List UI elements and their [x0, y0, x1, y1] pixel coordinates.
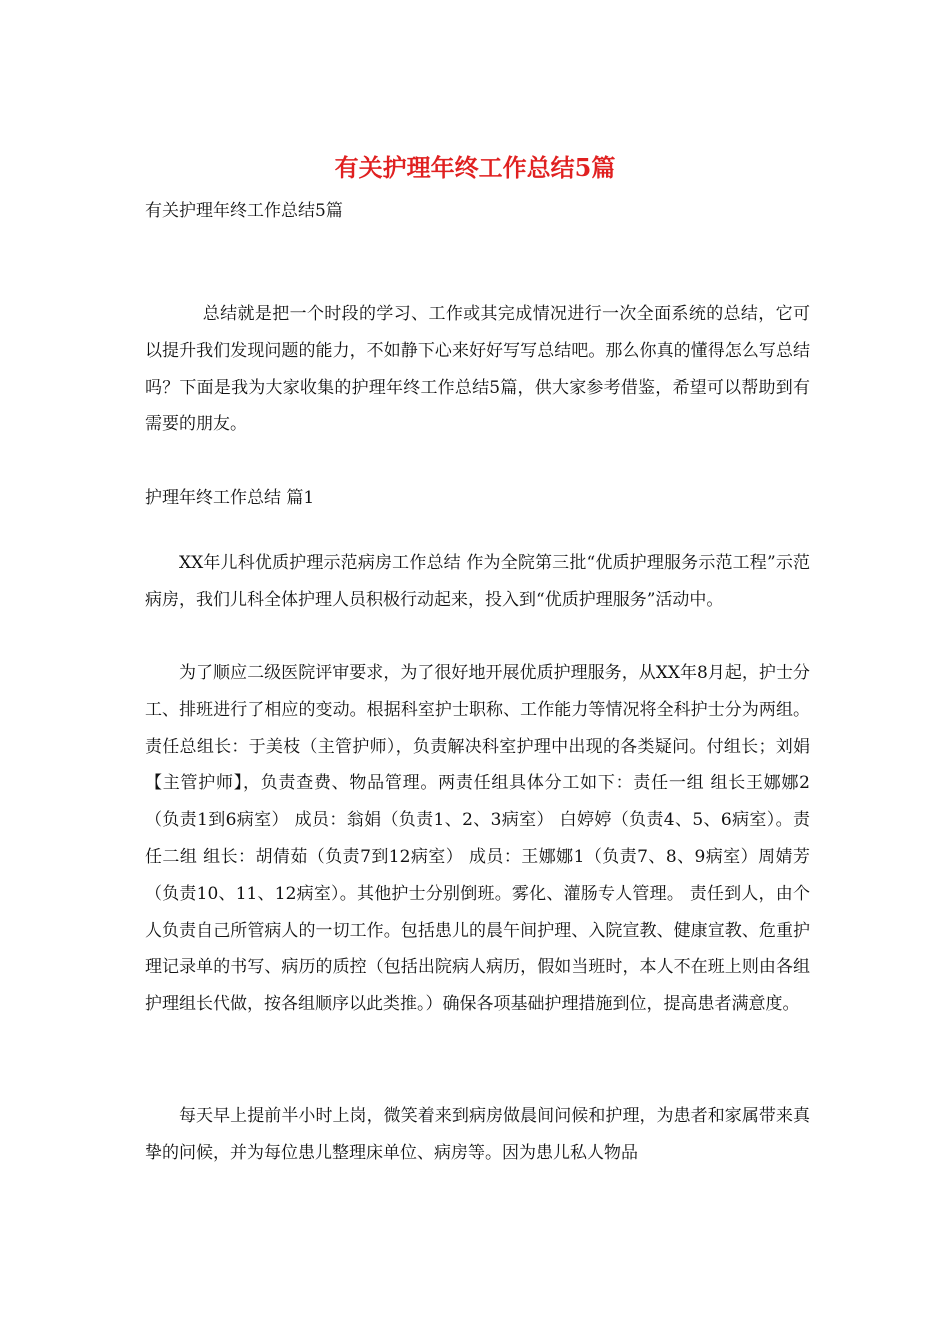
body-paragraph-1: XX年儿科优质护理示范病房工作总结 作为全院第三批“优质护理服务示范工程”示范病房，我们儿科全体护理人员积极行动起来，投入到“优质护理服务”活动中。: [145, 553, 810, 610]
document-subtitle: 有关护理年终工作总结5篇: [145, 201, 343, 221]
body-paragraph-2: 为了顺应二级医院评审要求，为了很好地开展优质护理服务，从XX年8月起，护士分工、排班进行了相应的变动。根据科室护士职称、工作能力等情况将全科护士分为两组。责任总组长：于美枝（主管护师），负责解决科室护理中出现的各类疑问。付组长；刘娟【主管护师】，负责查费、物品管理。两责任组具体分工如下：责任一组 组长王娜娜2（负责1到6病室） 成员：翁娟（负责1、2、3病室） 白婷婷（负责4、5、6病室）。责任二组 组长：胡倩茹（负责7到12病室） 成员：王娜娜1（负责7、8、9病室）周婧芳（负责10、11、12病室）。其他护士分别倒班。雾化、灌肠专人管理。 责任到人，由个人负责自己所管病人的一切工作。包括患儿的晨午间护理、入院宣教、健康宣教、危重护理记录单的书写、病历的质控（包括出院病人病历，假如当班时，本人不在班上则由各组护理组长代做，按各组顺序以此类推。）确保各项基础护理措施到位，提高患者满意度。: [145, 663, 810, 1015]
document-title: 有关护理年终工作总结5篇: [334, 153, 616, 182]
section-heading: 护理年终工作总结 篇1: [145, 488, 315, 508]
body-paragraph-3: 每天早上提前半小时上岗，微笑着来到病房做晨间问候和护理，为患者和家属带来真挚的问候，并为每位患儿整理床单位、病房等。因为患儿私人物品: [145, 1106, 810, 1163]
intro-paragraph: 总结就是把一个时段的学习、工作或其完成情况进行一次全面系统的总结，它可以提升我们发现问题的能力，不如静下心来好好写写总结吧。那么你真的懂得怎么写总结吗？下面是我为大家收集的护理年终工作总结5篇，供大家参考借鉴，希望可以帮助到有需要的朋友。: [145, 304, 810, 435]
